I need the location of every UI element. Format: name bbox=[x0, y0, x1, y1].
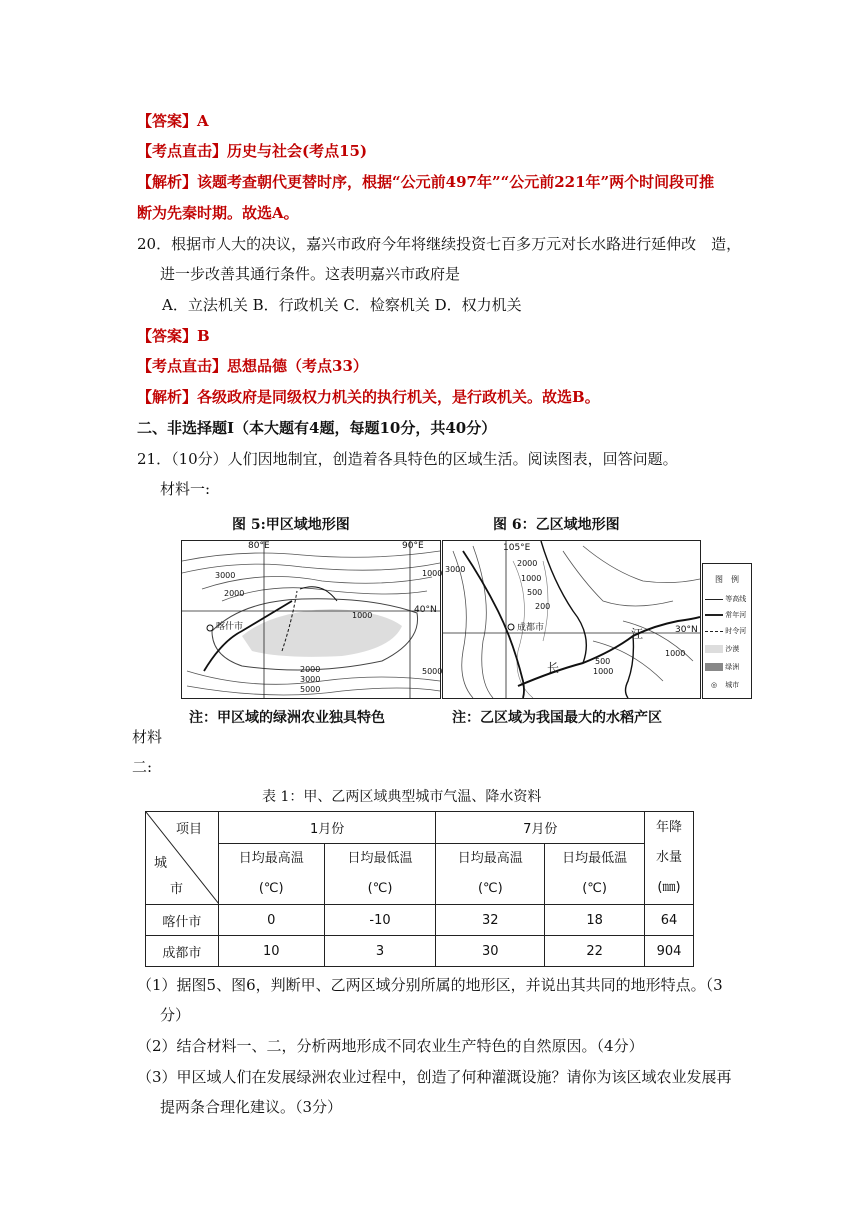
material-one-label: 材料一: bbox=[160, 480, 211, 498]
header-jul-lo: 日均最低温 (℃) bbox=[545, 844, 645, 905]
oasis-icon bbox=[705, 663, 723, 671]
header-jan-lo: 日均最低温 (℃) bbox=[324, 844, 436, 905]
table-corner-cell: 项目 城 市 bbox=[146, 812, 219, 905]
city-icon: ◎ bbox=[710, 681, 718, 689]
fig6-contour-label: 1000 bbox=[521, 574, 542, 583]
fig5-contour-label: 1000 bbox=[422, 569, 443, 578]
fig5-lat: 40°N bbox=[414, 605, 437, 615]
legend-item-river: 常年河 bbox=[705, 610, 749, 620]
sub-question-1: （1）据图5、图6，判断甲、乙两区域分别所属的地形区，并说出其共同的地形特点。（3 bbox=[137, 976, 723, 994]
river-line-icon bbox=[705, 614, 723, 616]
table-row: 成都市 10 3 30 22 904 bbox=[146, 936, 694, 967]
legend-title: 图 例 bbox=[715, 575, 739, 584]
fig6-note: 注：乙区域为我国最大的水稻产区 bbox=[452, 710, 662, 726]
fig6-lat: 30°N bbox=[675, 625, 698, 635]
legend-item-desert: 沙漠 bbox=[705, 644, 749, 654]
header-jan-hi: 日均最高温 (℃) bbox=[218, 844, 324, 905]
fig5-contour-label: 3000 bbox=[215, 571, 236, 580]
fig5-lon1: 80°E bbox=[248, 541, 270, 551]
section-heading: 二、非选择题Ⅰ（本大题有4题，每题10分，共40分） bbox=[137, 419, 497, 437]
fig5-note: 注：甲区域的绿洲农业独具特色 bbox=[189, 710, 385, 726]
q20-stem-cont: 进一步改善其通行条件。这表明嘉兴市政府是 bbox=[160, 265, 461, 283]
q21-stem: 21．（10分）人们因地制宜，创造着各具特色的区域生活。阅读图表，回答问题。 bbox=[137, 450, 678, 468]
header-jan: 1月份 bbox=[218, 812, 436, 844]
fig6-title: 图 6：乙区域地形图 bbox=[493, 517, 620, 533]
material-two-label: 材料 bbox=[132, 728, 163, 746]
seasonal-river-icon bbox=[705, 631, 723, 632]
fig6-contour-label: 200 bbox=[535, 602, 551, 611]
legend-item-seasonal: 时令河 bbox=[705, 626, 749, 636]
sub-question-3: （3）甲区域人们在发展绿洲农业过程中，创造了何种灌溉设施？请你为该区域农业发展再 bbox=[137, 1068, 732, 1086]
legend-item-city: ◎ 城市 bbox=[705, 680, 749, 690]
contour-line-icon bbox=[705, 599, 723, 600]
q20-point: 【考点直击】思想品德（考点33） bbox=[137, 357, 368, 375]
fig5-contour-label: 5000 bbox=[422, 667, 443, 676]
map-legend bbox=[702, 563, 752, 699]
legend-item-oasis: 绿洲 bbox=[705, 662, 749, 672]
fig6-contour-label: 500 bbox=[595, 657, 611, 666]
header-jul-hi: 日均最高温 (℃) bbox=[436, 844, 545, 905]
fig6-contour-label: 500 bbox=[527, 588, 543, 597]
q19-point: 【考点直击】历史与社会(考点15) bbox=[137, 142, 368, 160]
sub-question-3-cont: 提两条合理化建议。（3分） bbox=[160, 1098, 343, 1116]
sub-question-2: （2）结合材料一、二，分析两地形成不同农业生产特色的自然原因。（4分） bbox=[137, 1037, 644, 1055]
q20-options: A．立法机关 B．行政机关 C．检察机关 D．权力机关 bbox=[162, 296, 522, 314]
table-row: 喀什市 0 -10 32 18 64 bbox=[146, 905, 694, 936]
legend-item-contour: 等高线 bbox=[705, 594, 749, 604]
q19-answer: 【答案】A bbox=[137, 112, 209, 130]
fig5-map bbox=[181, 540, 441, 699]
q20-stem: 20．根据市人大的决议，嘉兴市政府今年将继续投资七百多万元对长水路进行延伸改 造， bbox=[137, 235, 742, 253]
fig5-contour-label: 5000 bbox=[300, 685, 321, 694]
header-jul: 7月份 bbox=[436, 812, 645, 844]
table-title: 表 1：甲、乙两区域典型城市气温、降水资料 bbox=[262, 789, 542, 805]
fig5-contour-label: 3000 bbox=[300, 675, 321, 684]
fig6-river-char: 长 bbox=[547, 661, 560, 675]
desert-icon bbox=[705, 645, 723, 653]
header-annual: 年降 水量 (㎜) bbox=[645, 812, 694, 905]
climate-table bbox=[145, 811, 694, 967]
fig6-contour-label: 1000 bbox=[593, 667, 614, 676]
fig6-contours bbox=[443, 541, 700, 698]
fig5-lon2: 90°E bbox=[402, 541, 424, 551]
fig5-contour-label: 1000 bbox=[352, 611, 373, 620]
fig5-city-label: 喀什市 bbox=[216, 622, 244, 632]
fig5-contour-label: 2000 bbox=[300, 665, 321, 674]
fig6-contour-label: 3000 bbox=[445, 565, 466, 574]
fig6-map bbox=[442, 540, 701, 699]
fig5-title: 图 5:甲区域地形图 bbox=[232, 517, 350, 533]
fig6-city-label: 成都市 bbox=[517, 623, 545, 633]
fig6-river-char: 江 bbox=[631, 627, 644, 641]
q19-analysis: 【解析】该题考查朝代更替时序，根据“公元前497年”“公元前221年”两个时间段可推 bbox=[137, 173, 715, 191]
fig5-contour-label: 2000 bbox=[224, 589, 245, 598]
sub-question-1-cont: 分） bbox=[160, 1006, 191, 1024]
fig6-contour-label: 1000 bbox=[665, 649, 686, 658]
fig6-lon: 105°E bbox=[503, 543, 531, 553]
q20-answer: 【答案】B bbox=[137, 327, 210, 345]
fig6-contour-label: 2000 bbox=[517, 559, 538, 568]
q19-analysis-cont: 断为先秦时期。故选A。 bbox=[137, 204, 299, 222]
material-two-label-cont: 二: bbox=[132, 758, 153, 776]
q20-analysis: 【解析】各级政府是同级权力机关的执行机关，是行政机关。故选B。 bbox=[137, 388, 600, 406]
